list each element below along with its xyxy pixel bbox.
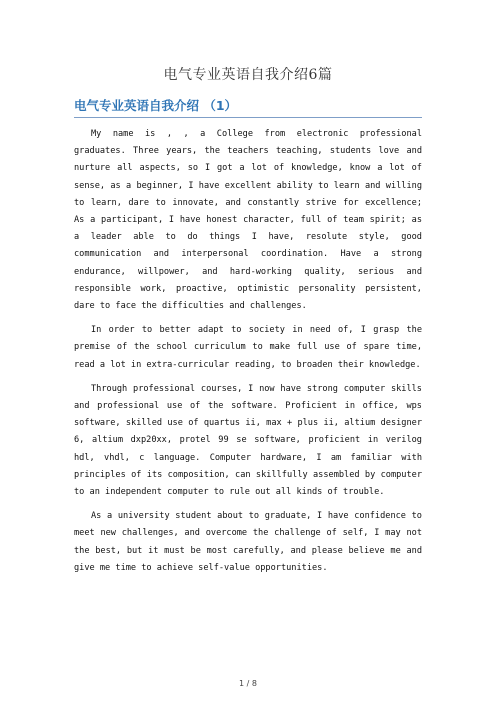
page-number: 1 / 8	[239, 679, 257, 688]
paragraph-2: In order to better adapt to society in need of, I grasp the premise of the school curriculum to make full use of spare time, read a lot in extra-curricular reading, to broaden their knowledge.	[74, 325, 422, 370]
document-title: 电气专业英语自我介绍6篇	[163, 67, 333, 83]
paragraph-1: My name is , , a College from electronic professional graduates. Three years, the teachers teaching, students love and nurture all aspects, so I got a lot of knowledge, know a lot of sense, as a beginner, I have excellent ability to learn and willing to learn, dare to innovate, and constantly strive for excellence; As a participant, I have honest character, full of team spirit; as a leader able to do things I have, resolute style, good communication and interpersonal coordination. Have a strong endurance, willpower, and hard-working quality, serious and responsible work, proactive, optimistic personality persistent, dare to face the difficulties and challenges.	[74, 129, 422, 312]
paragraph-4: As a university student about to graduate, I have confidence to meet new challenges, and overcome the challenge of self, I may not the best, but it must be most carefully, and please believe me and give me time to achieve self-value opportunities.	[74, 511, 422, 573]
body-text	[74, 126, 422, 584]
paragraph-3: Through professional courses, I now have strong computer skills and professional use of the software. Proficient in office, wps software, skilled use of quartus ii, max + plus ii, altium designer 6, altium dxp20xx, protel 99 se software, proficient in verilog hdl, vhdl, c language. Computer hardware, I am familiar with principles of its composition, can skillfully assembled by computer to an independent computer to rule out all kinds of trouble.	[74, 383, 422, 498]
section-heading: 电气专业英语自我介绍 （1）	[74, 96, 422, 118]
